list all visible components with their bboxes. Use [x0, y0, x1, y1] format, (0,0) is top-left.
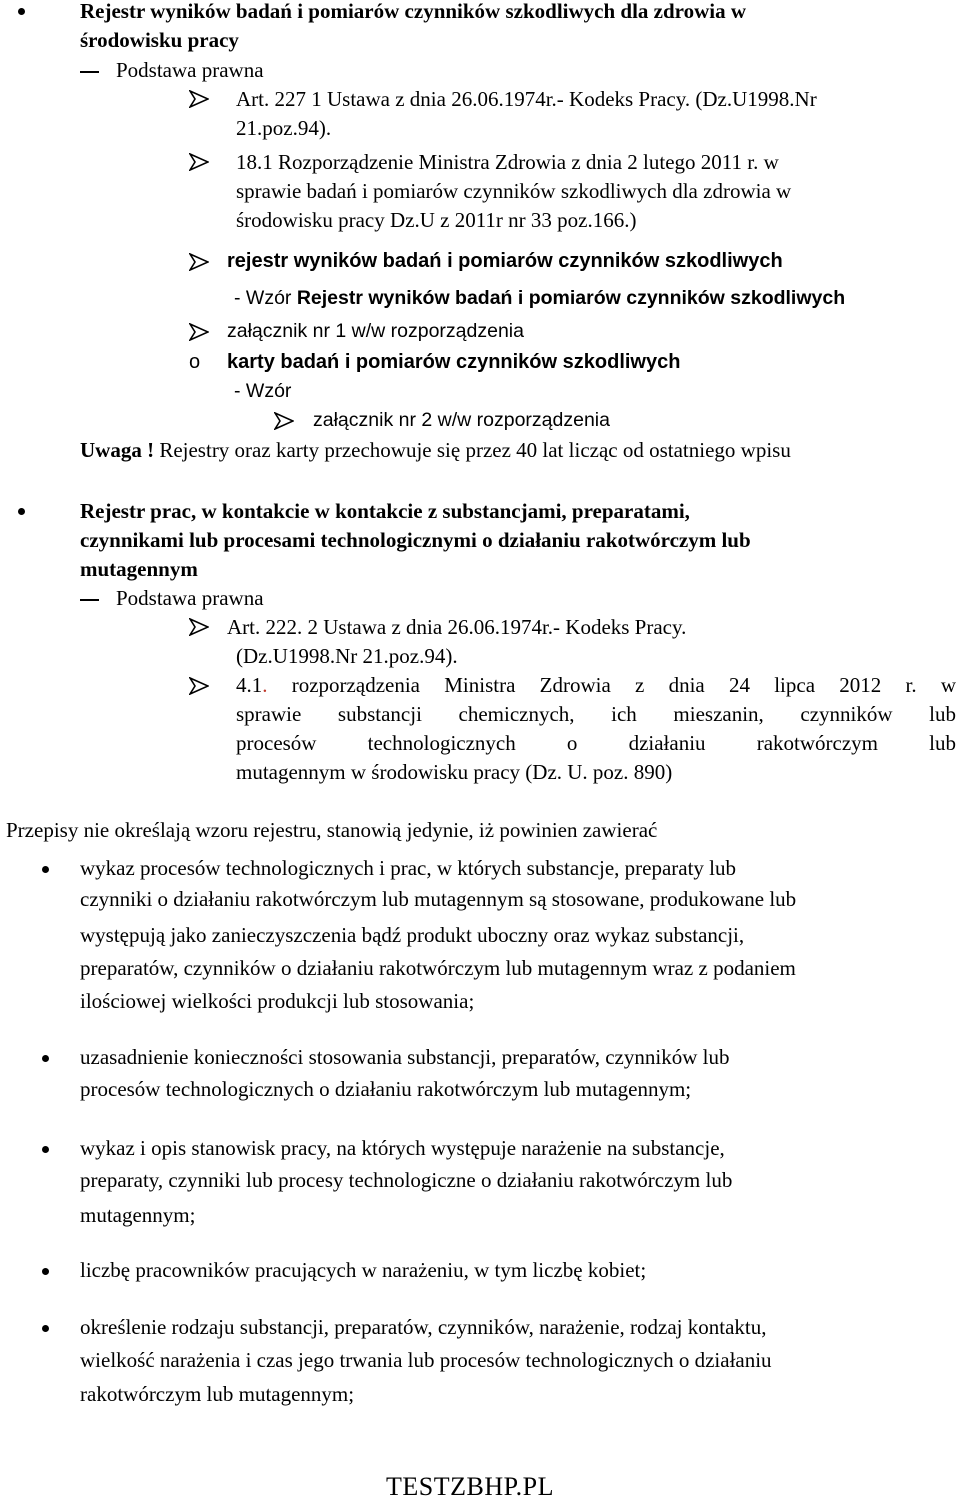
section1-rozporzadzenie-line1: 18.1 Rozporządzenie Ministra Zdrowia z dnia 2 lutego 2011 r. w [236, 150, 779, 174]
list-item-5-line2: wielkość narażenia i czas jego trwania lub procesów technologicznych o działaniu [80, 1348, 772, 1372]
arrow-bullet-icon [189, 618, 209, 636]
section1-zalacznik2: załącznik nr 2 w/w rozporządzenia [313, 409, 610, 431]
section1-wzor2: - Wzór [234, 380, 292, 402]
bullet-icon [18, 8, 25, 15]
section2-title-line1: Rejestr prac, w kontakcie w kontakcie z substancjami, preparatami, [80, 499, 690, 523]
uwaga-text: Rejestry oraz karty przechowuje się przez 40 lat licząc od ostatniego wpisu [154, 438, 791, 462]
arrow-bullet-icon [189, 253, 209, 271]
bullet-icon [42, 866, 49, 873]
przepisy-intro: Przepisy nie określają wzoru rejestru, stanowią jedynie, iż powinien zawierać [6, 818, 658, 842]
list-item-1-line2: czynniki o działaniu rakotwórczym lub mutagennym są stosowane, produkowane lub [80, 887, 797, 911]
arrow-bullet-icon [274, 412, 294, 430]
list-item-5-line3: rakotwórczym lub mutagennym; [80, 1382, 355, 1406]
section2-rozporzadzenie-line4: mutagennym w środowisku pracy (Dz. U. poz. 890) [236, 760, 673, 784]
section1-title-line1: Rejestr wyników badań i pomiarów czynników szkodliwych dla zdrowia w [80, 0, 747, 23]
rozporzadzenie-number: 4.1 [236, 673, 263, 697]
list-item-1-line4: preparatów, czynników o działaniu rakotwórczym lub mutagennym wraz z podaniem [80, 956, 796, 980]
section2-podstawa: Podstawa prawna [116, 586, 264, 610]
section1-title-line2: środowisku pracy [80, 28, 239, 52]
list-item-1-line3: występują jako zanieczyszczenia bądź produkt uboczny oraz wykaz substancji, [80, 923, 745, 947]
section2-title-line3: mutagennym [80, 557, 198, 581]
bullet-icon [18, 508, 25, 515]
section1-rozporzadzenie-line2: sprawie badań i pomiarów czynników szkodliwych dla zdrowia w [236, 179, 792, 203]
list-item-5-line1: określenie rodzaju substancji, preparatów, czynników, narażenie, rodzaj kontaktu, [80, 1315, 767, 1339]
bullet-icon [42, 1325, 49, 1332]
section2-rozporzadzenie-line2: sprawie substancji chemicznych, ich mieszanin, czynników lub [236, 702, 956, 726]
list-item-2-line1: uzasadnienie konieczności stosowania substancji, preparatów, czynników lub [80, 1045, 730, 1069]
section1-rejestr-item: rejestr wyników badań i pomiarów czynników szkodliwych [227, 250, 783, 272]
section1-karty: karty badań i pomiarów czynników szkodliwych [227, 351, 681, 373]
section1-rozporzadzenie-line3: środowisku pracy Dz.U z 2011r nr 33 poz.166.) [236, 208, 637, 232]
section1-uwaga [80, 436, 791, 465]
section1-zalacznik1: załącznik nr 1 w/w rozporządzenia [227, 320, 524, 342]
section2-rozporzadzenie-line1 [236, 671, 956, 700]
wzor1-title: Rejestr wyników badań i pomiarów czynników szkodliwych [296, 287, 846, 309]
section2-rozporzadzenie-line3: procesów technologicznych o działaniu rakotwórczym lub [236, 731, 956, 755]
bullet-icon [42, 1055, 49, 1062]
wzor1-prefix: - Wzór [234, 287, 297, 309]
arrow-bullet-icon [189, 90, 209, 108]
list-item-3-line3: mutagennym; [80, 1203, 196, 1227]
dash-icon [80, 599, 99, 601]
section1-podstawa: Podstawa prawna [116, 58, 264, 82]
arrow-bullet-icon [189, 677, 209, 695]
dash-icon [80, 71, 99, 73]
uwaga-label: Uwaga ! [80, 438, 155, 462]
circle-bullet-icon: o [189, 351, 201, 373]
bullet-icon [42, 1268, 49, 1275]
list-item-2-line2: procesów technologicznych o działaniu rakotwórczym lub mutagennym; [80, 1077, 692, 1101]
section2-title-line2: czynnikami lub procesami technologicznymi o działaniu rakotwórczym lub [80, 528, 751, 552]
bullet-icon [42, 1146, 49, 1153]
list-item-3-line1: wykaz i opis stanowisk pracy, na których występuje narażenie na substancje, [80, 1136, 725, 1160]
section1-wzor1 [234, 284, 845, 313]
section1-art227-line1: Art. 227 1 Ustawa z dnia 26.06.1974r.- Kodeks Pracy. (Dz.U1998.Nr [236, 87, 817, 111]
list-item-4-line1: liczbę pracowników pracujących w narażeniu, w tym liczbę kobiet; [80, 1258, 647, 1282]
arrow-bullet-icon [189, 323, 209, 341]
list-item-1-line1: wykaz procesów technologicznych i prac, w których substancje, preparaty lub [80, 856, 737, 880]
rozporzadzenie-number-dot: . [262, 673, 268, 697]
list-item-3-line2: preparaty, czynniki lub procesy technologiczne o działaniu rakotwórczym lub [80, 1168, 733, 1192]
rozporzadzenie-line1-text: rozporządzenia Ministra Zdrowia z dnia 24 lipca 2012 r. w [267, 673, 956, 697]
footer-site-name: TESTZBHP.PL [386, 1472, 555, 1501]
section2-art222-line2: (Dz.U1998.Nr 21.poz.94). [236, 644, 458, 668]
arrow-bullet-icon [189, 153, 209, 171]
section2-art222-line1: Art. 222. 2 Ustawa z dnia 26.06.1974r.- Kodeks Pracy. [227, 615, 687, 639]
section1-art227-line2: 21.poz.94). [236, 116, 332, 140]
list-item-1-line5: ilościowej wielkości produkcji lub stosowania; [80, 989, 475, 1013]
